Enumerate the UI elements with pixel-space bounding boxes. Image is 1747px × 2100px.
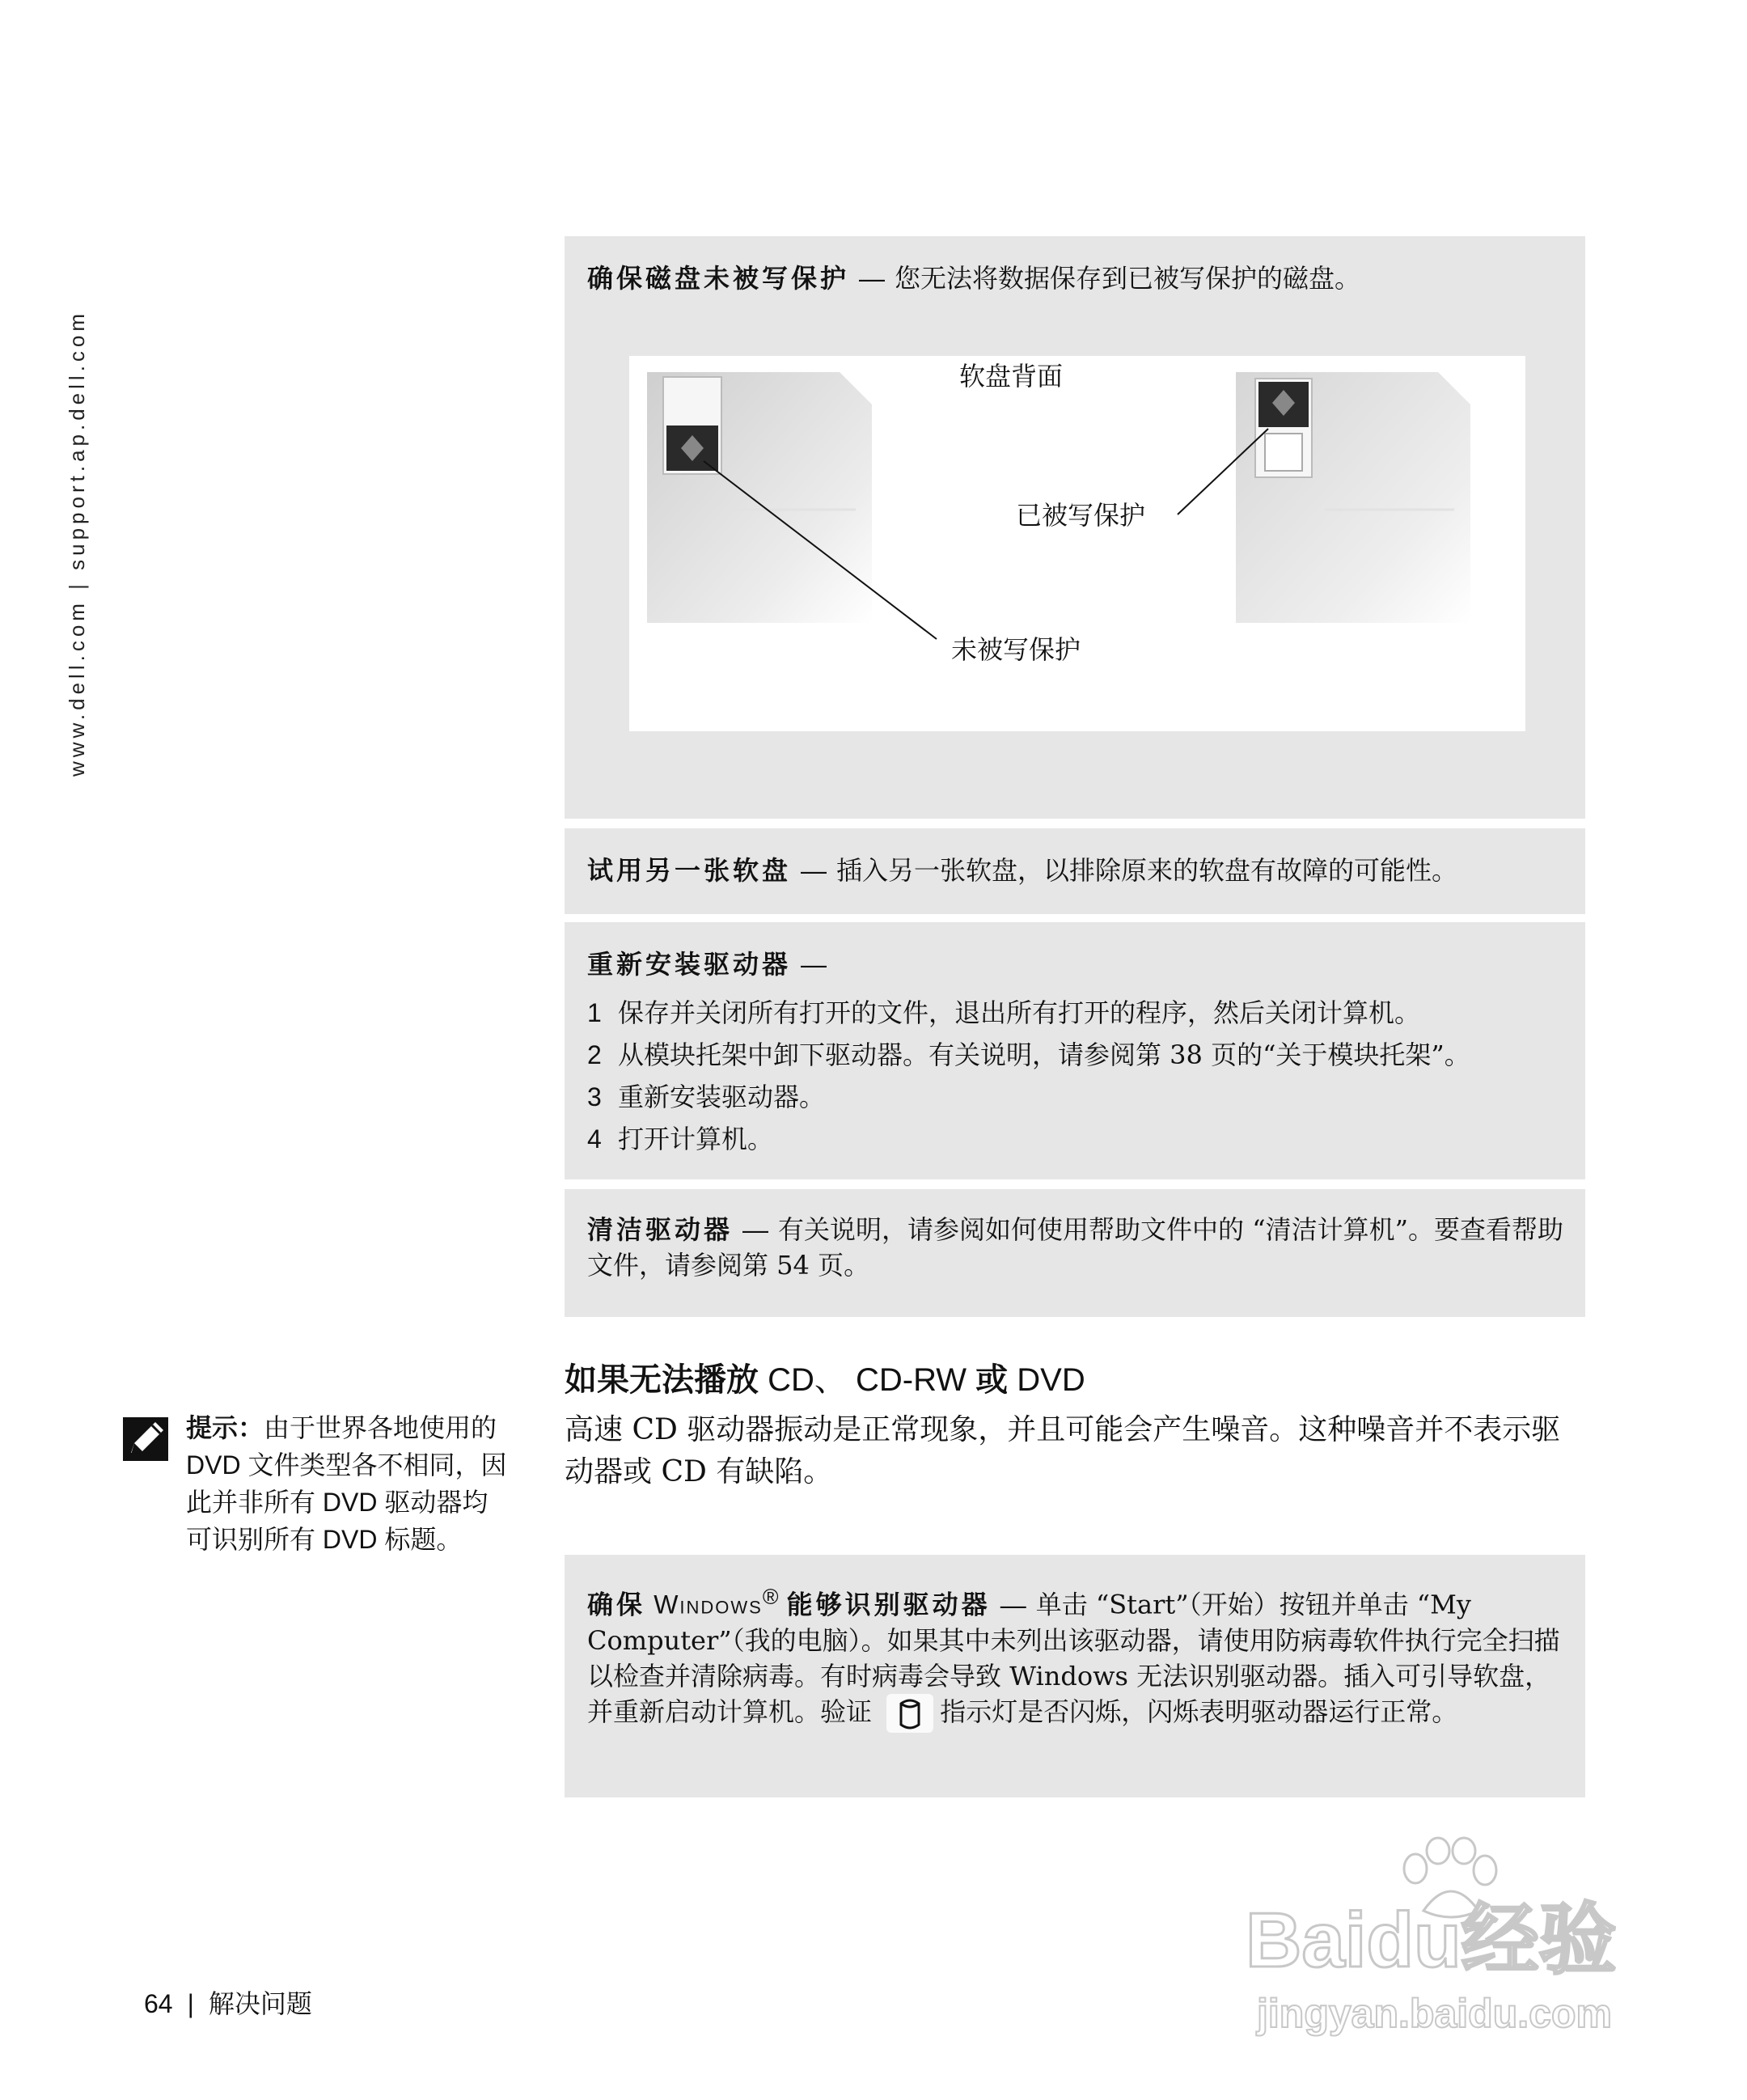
heading-part-d: DVD: [1017, 1362, 1085, 1398]
watermark-brand: Baidu经验: [1246, 1897, 1617, 1984]
step-number: 2: [587, 1040, 602, 1069]
another-disk-row: [587, 853, 1457, 888]
chapter-title: 解决问题: [208, 1989, 312, 2018]
page-number: 64: [144, 1989, 173, 2018]
another-disk-panel: [565, 828, 1585, 914]
windows-lead-name: Windows: [654, 1590, 763, 1619]
write-protect-row: [587, 260, 1360, 296]
another-disk-lead: 试用另一张软盘: [587, 856, 792, 885]
write-protect-text: 您无法将数据保存到已被写保护的磁盘。: [895, 263, 1361, 294]
dash: —: [801, 856, 827, 885]
note: [186, 1409, 510, 1558]
clean-drive-row: [587, 1212, 1566, 1283]
page-footer: [144, 1984, 312, 2021]
another-disk-text: 插入另一张软盘，以排除原来的软盘有故障的可能性。: [836, 855, 1458, 886]
floppy-right-hole: [1265, 434, 1302, 471]
clean-drive-lead: 清洁驱动器: [587, 1215, 734, 1244]
reinstall-steps: [587, 992, 1470, 1160]
section-text: 高速 CD 驱动器振动是正常现象，并且可能会产生噪音。这种噪音并不表示驱动器或 CD 有缺陷。: [565, 1413, 1561, 1488]
list-item: [587, 1076, 1470, 1118]
list-item: [587, 1118, 1470, 1160]
heading-part-c: 或: [975, 1362, 1009, 1398]
windows-lead-b: 能够识别驱动器: [786, 1590, 991, 1619]
step-number: 3: [587, 1082, 602, 1111]
reinstall-lead: 重新安装驱动器: [587, 950, 792, 979]
note-text: 由于世界各地使用的 DVD 文件类型各不相同，因此并非所有 DVD 驱动器均可识别所有 DVD 标题。: [186, 1413, 507, 1554]
windows-detect-panel: [565, 1555, 1585, 1797]
watermark-url: jingyan.baidu.com: [1257, 1991, 1612, 2036]
clean-drive-text-a: 有关说明，请参阅: [778, 1214, 986, 1245]
floppy-illustration: [629, 356, 1525, 731]
windows-lead-a: 确保: [587, 1590, 646, 1619]
dash: —: [742, 1215, 769, 1244]
windows-detect-row: [587, 1579, 1566, 1733]
windows-text-b: 指示灯是否闪烁，闪烁表明驱动器运行正常。: [940, 1696, 1458, 1727]
registered-mark: ®: [762, 1585, 779, 1609]
heading-part-a: 如果无法播放: [565, 1362, 759, 1398]
step-text: 打开计算机。: [618, 1124, 774, 1154]
footer-separator: |: [187, 1989, 194, 2018]
note-label: 提示：: [186, 1413, 264, 1442]
dash: —: [1000, 1590, 1026, 1619]
drive-activity-light-icon: [886, 1694, 933, 1733]
step-number: 4: [587, 1124, 602, 1154]
label-unprotected: 未被写保护: [951, 635, 1081, 664]
floppy-figure: [629, 356, 1525, 731]
side-url: www.dell.com | support.ap.dell.com: [65, 309, 89, 777]
clean-drive-text-b: 帮助文件中的 “清洁计算机”。要查看帮助文件，请参阅第 54 页。: [587, 1214, 1563, 1281]
dash: —: [801, 950, 827, 979]
step-text: 重新安装驱动器。: [618, 1082, 826, 1112]
reinstall-panel: [565, 922, 1585, 1179]
clean-drive-panel: [565, 1189, 1585, 1317]
windows-text-a: 单击 “Start”（开始）按钮并单击 “My Computer”（我的电脑）。如果其中未列出该驱动器，请使用防病毒软件执行完全扫描以检查并清除病毒。有时病毒会导致 Windows 无法识别驱动器。插入可引导软盘，并重新启动计算机。验证: [587, 1589, 1560, 1727]
step-number: 1: [587, 998, 602, 1027]
figure-title: 软盘背面: [959, 362, 1064, 391]
pencil-note-icon: [123, 1417, 168, 1461]
section-heading: [565, 1354, 1085, 1400]
list-item: [587, 992, 1470, 1034]
baidu-watermark: [1246, 1836, 1666, 2047]
write-protect-lead: 确保磁盘未被写保护: [587, 264, 850, 293]
heading-part-b: CD、 CD-RW: [768, 1362, 967, 1398]
step-text: 保存并关闭所有打开的文件，退出所有打开的程序，然后关闭计算机。: [618, 997, 1421, 1028]
reinstall-title: [587, 946, 836, 982]
step-text: 从模块托架中卸下驱动器。有关说明，请参阅第 38 页的“关于模块托架”。: [618, 1039, 1470, 1070]
label-protected: 已被写保护: [1016, 501, 1146, 530]
dash: —: [859, 264, 886, 293]
help-file-link[interactable]: 如何使用: [985, 1215, 1089, 1244]
list-item: [587, 1034, 1470, 1076]
